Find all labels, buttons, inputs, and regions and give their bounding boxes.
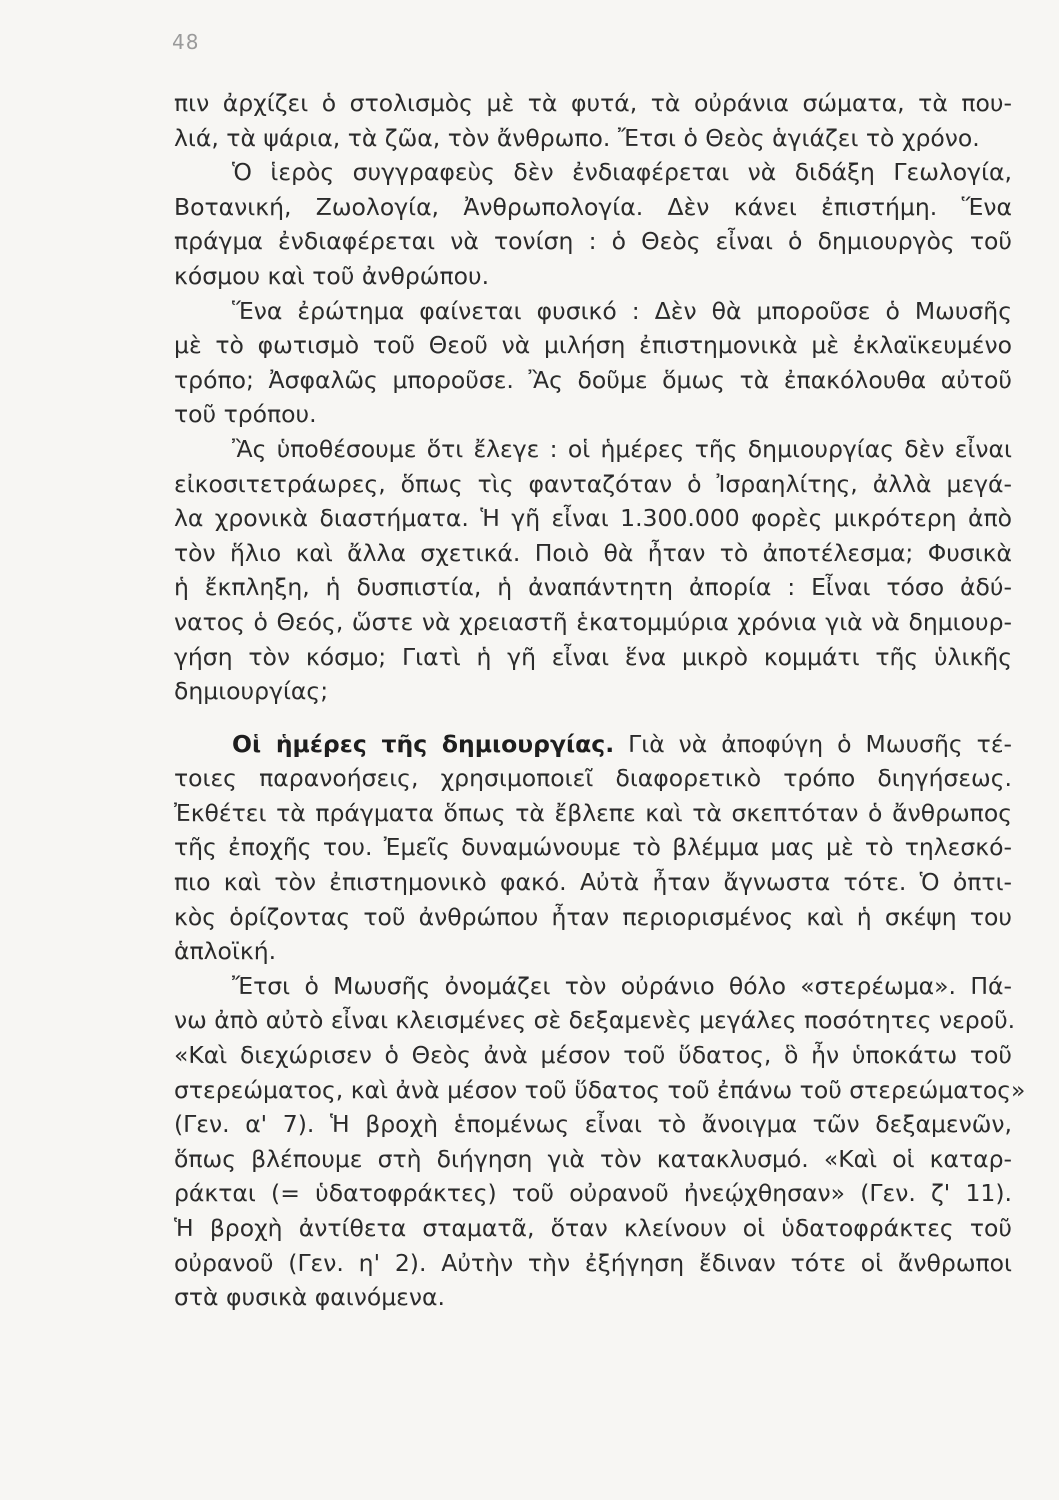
text-line: Βοτανική, Ζωολογία, Ἀνθρωπολογία. Δὲν κάνει ἐπιστήμη. Ἕνα [174, 192, 1012, 221]
text-line: τοιες παρανοήσεις, χρησιμοποιεῖ διαφορετικὸ τρόπο διηγήσεως. [174, 764, 1012, 793]
section-heading: Οἱ ἡμέρες τῆς δημιουργίας. [232, 729, 615, 758]
section-gap [174, 709, 1012, 727]
text-line: πιο καὶ τὸν ἐπιστημονικὸ φακό. Αὐτὰ ἦταν ἄγνωστα τότε. Ὁ ὀπτι- [174, 868, 1012, 897]
text-line: τῆς ἐποχῆς του. Ἐμεῖς δυναμώνουμε τὸ βλέμμα μας μὲ τὸ τηλεσκό- [174, 833, 1012, 862]
text-line: τὸν ἥλιο καὶ ἄλλα σχετικά. Ποιὸ θὰ ἦταν τὸ ἀποτέλεσμα; Φυσικὰ [174, 538, 1012, 567]
paragraph-5 [174, 727, 1012, 969]
text-line: Ἡ βροχὴ ἀντίθετα σταματᾶ, ὅταν κλείνουν οἱ ὑδατοφράκτες τοῦ [174, 1214, 1012, 1242]
text-line: Ἐκθέτει τὰ πράγματα ὅπως τὰ ἔβλεπε καὶ τὰ σκεπτόταν ὁ ἄνθρωπος [174, 798, 1012, 827]
text-line: (Γεν. α' 7). Ἡ βροχὴ ἑπομένως εἶναι τὸ ἄνοιγμα τῶν δεξαμενῶν, [174, 1110, 1012, 1139]
page-number: 48 [172, 30, 200, 54]
text-line: ἡ ἔκπληξη, ἡ δυσπιστία, ἡ ἀναπάντητη ἀπορία : Εἶναι τόσο ἀδύ- [174, 573, 1012, 602]
text-line: πιν ἀρχίζει ὁ στολισμὸς μὲ τὰ φυτά, τὰ οὐράνια σώματα, τὰ που- [174, 89, 1012, 117]
text-line: μὲ τὸ φωτισμὸ τοῦ Θεοῦ νὰ μιλήση ἐπιστημονικὰ μὲ ἐκλαϊκευμένο [174, 331, 1012, 360]
text-line: πράγμα ἐνδιαφέρεται νὰ τονίση : ὁ Θεὸς εἶναι ὁ δημιουργὸς τοῦ [174, 227, 1012, 256]
text-line: ὅπως βλέπουμε στὴ διήγηση γιὰ τὸν κατακλυσμό. «Καὶ οἱ καταρ- [174, 1144, 1012, 1173]
text-line: ράκται (= ὑδατοφράκτες) τοῦ οὐρανοῦ ἠνεῴχθησαν» (Γεν. ζ' 11). [174, 1179, 1012, 1208]
paragraph-4 [174, 432, 1012, 709]
text-line: Ἕνα ἐρώτημα φαίνεται φυσικό : Δὲν θὰ μποροῦσε ὁ Μωυσῆς [232, 296, 1012, 325]
text-line: κὸς ὁρίζοντας τοῦ ἀνθρώπου ἦταν περιορισμένος καὶ ἡ σκέψη του [174, 902, 1012, 931]
text-line: γήση τὸν κόσμο; Γιατὶ ἡ γῆ εἶναι ἕνα μικρὸ κομμάτι τῆς ὑλικῆς [174, 642, 1012, 671]
text-line: οὐρανοῦ (Γεν. η' 2). Αὐτὴν τὴν ἐξήγηση ἔδιναν τότε οἱ ἄνθρωποι [174, 1248, 1012, 1277]
paragraph-1 [174, 86, 1012, 155]
text-line: στερεώματος, καὶ ἀνὰ μέσον τοῦ ὕδατος τοῦ ἐπάνω τοῦ στερεώματος» [174, 1075, 1026, 1104]
text-line: κόσμου καὶ τοῦ ἀνθρώπου. [174, 261, 490, 290]
paragraph-3 [174, 294, 1012, 432]
text-line: νω ἀπὸ αὐτὸ εἶναι κλεισμένες σὲ δεξαμενὲς μεγάλες ποσότητες νεροῦ. [174, 1006, 1016, 1035]
text-line: «Καὶ διεχώρισεν ὁ Θεὸς ἀνὰ μέσον τοῦ ὕδατος, ὃ ἦν ὑποκάτω τοῦ [174, 1041, 1012, 1070]
heading-line-rest: Γιὰ νὰ ἀποφύγη ὁ Μωυσῆς τέ- [628, 729, 1012, 758]
paragraph-6 [174, 969, 1026, 1315]
body-text [174, 86, 1026, 1315]
paragraph-2 [174, 155, 1012, 293]
text-line: εἰκοσιτετράωρες, ὅπως τὶς φανταζόταν ὁ Ἰσραηλίτης, ἀλλὰ μεγά- [174, 469, 1012, 498]
text-line: Ὁ ἱερὸς συγγραφεὺς δὲν ἐνδιαφέρεται νὰ διδάξη Γεωλογία, [232, 158, 1012, 187]
text-line: Ἂς ὑποθέσουμε ὅτι ἔλεγε : οἱ ἡμέρες τῆς δημιουργίας δὲν εἶναι [232, 434, 1012, 463]
text-line: λα χρονικὰ διαστήματα. Ἡ γῆ εἶναι 1.300.000 φορὲς μικρότερη ἀπὸ [174, 504, 1012, 533]
text-line: δημιουργίας; [174, 677, 329, 706]
text-line: στὰ φυσικὰ φαινόμενα. [174, 1283, 445, 1312]
text-line: λιά, τὰ ψάρια, τὰ ζῶα, τὸν ἄνθρωπο. Ἔτσι ὁ Θεὸς ἁγιάζει τὸ χρόνο. [174, 123, 980, 152]
text-line: τοῦ τρόπου. [174, 400, 317, 429]
text-line [174, 727, 1012, 762]
text-line: νατος ὁ Θεός, ὥστε νὰ χρειαστῆ ἑκατομμύρια χρόνια γιὰ νὰ δημιουρ- [174, 607, 1012, 636]
text-line: τρόπο; Ἀσφαλῶς μποροῦσε. Ἂς δοῦμε ὅμως τὰ ἐπακόλουθα αὐτοῦ [174, 365, 1012, 394]
text-line: Ἔτσι ὁ Μωυσῆς ὀνομάζει τὸν οὐράνιο θόλο «στερέωμα». Πά- [232, 971, 1012, 1000]
text-line: ἁπλοϊκή. [174, 937, 277, 966]
